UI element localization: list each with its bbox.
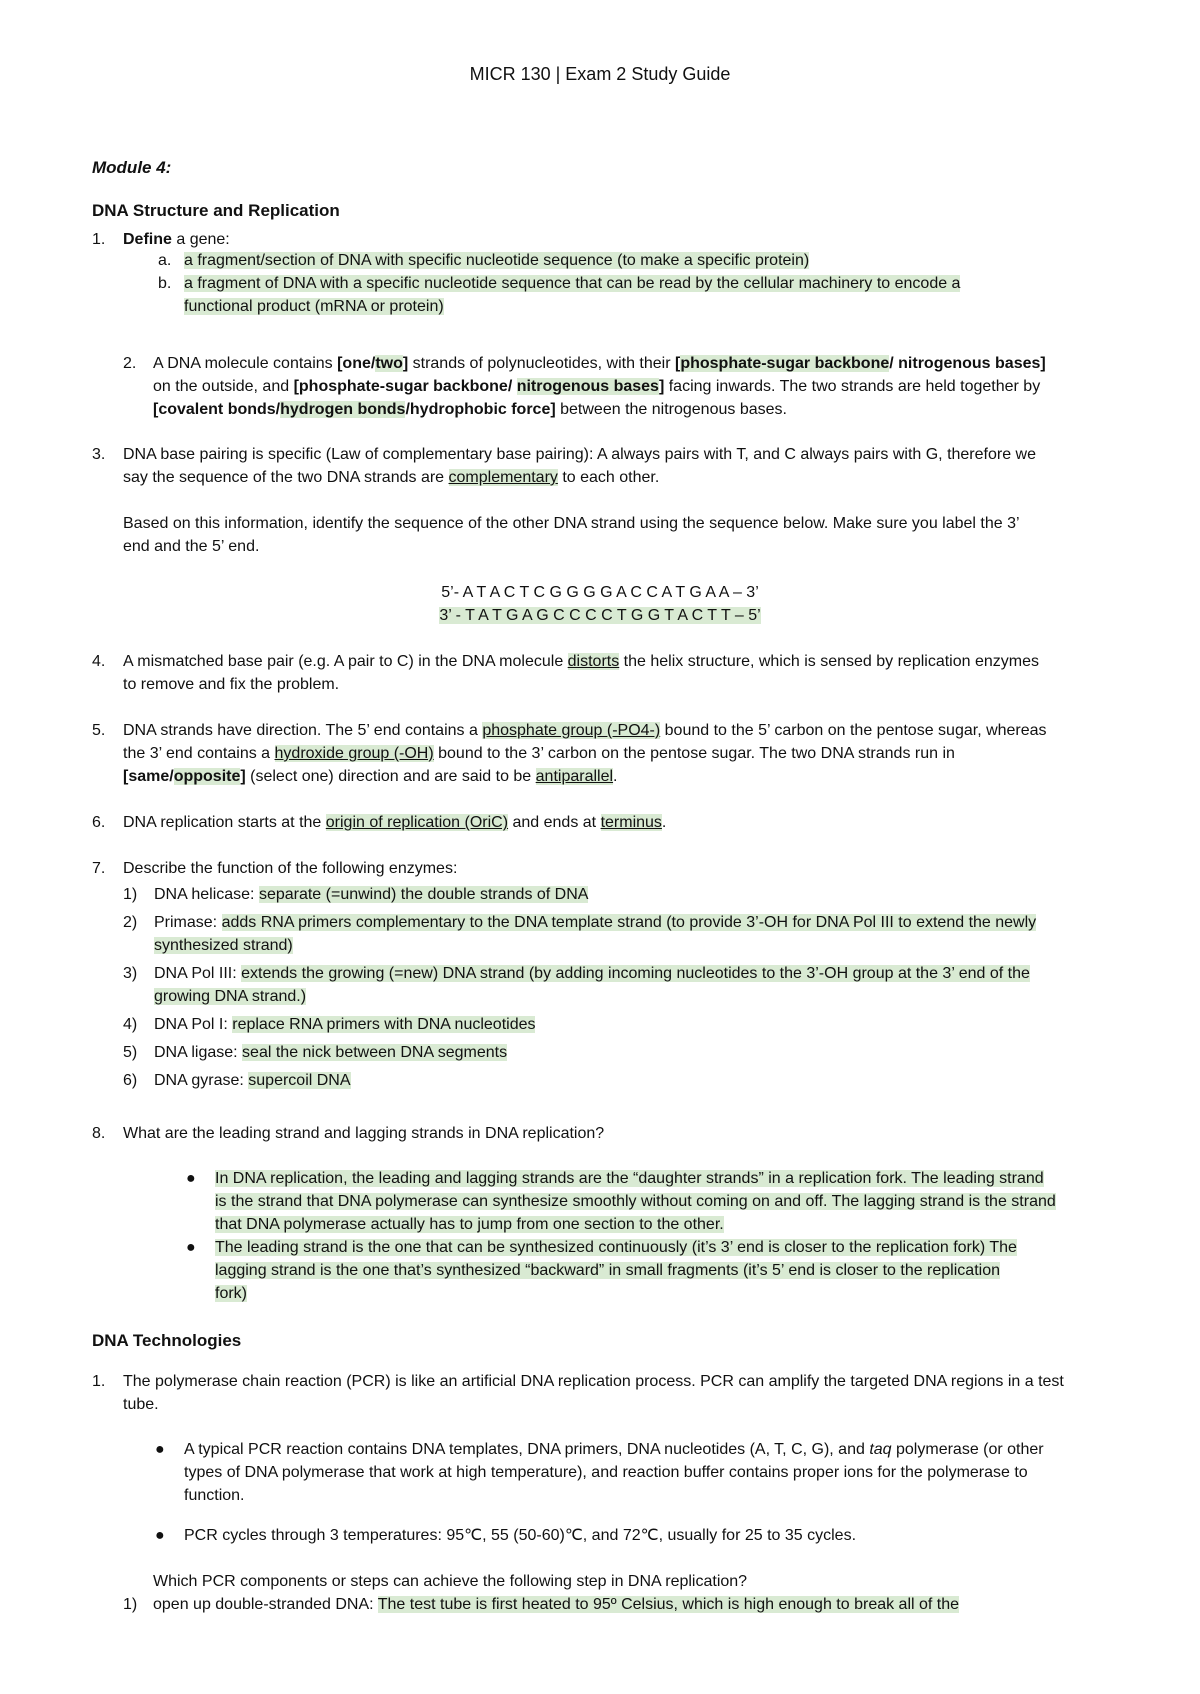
bullet-text: A typical PCR reaction contains DNA templates, DNA primers, DNA nucleotides (A, T, C, G), and taq polymerase (or other (184, 1441, 1044, 1458)
page-header: MICR 130 | Exam 2 Study Guide (469, 64, 731, 84)
bullet-icon: ● (155, 1527, 165, 1544)
question-number: 3. (92, 446, 106, 463)
question-number: 5. (92, 722, 106, 739)
question-text: on the outside, and [phosphate-sugar backbone/ nitrogenous bases] facing inwards. The two strands are held together by (153, 378, 1041, 395)
enzyme-item: Primase: adds RNA primers complementary to the DNA template strand (to provide 3’-OH for DNA Pol III to extend the newly (154, 914, 1037, 931)
question-text: tube. (123, 1396, 159, 1413)
bullet-icon: ● (186, 1170, 196, 1187)
enzyme-item: DNA gyrase: supercoil DNA (154, 1072, 351, 1089)
answer-text: In DNA replication, the leading and lagging strands are the “daughter strands” in a replication fork. The leading strand (215, 1170, 1044, 1187)
enzyme-number: 1) (123, 886, 138, 903)
step-number: 1) (123, 1596, 138, 1613)
bullet-icon: ● (155, 1441, 165, 1458)
enzyme-item-continued: growing DNA strand.) (154, 988, 307, 1005)
section-heading-dna-technologies: DNA Technologies (92, 1331, 242, 1350)
question-text: [covalent bonds/hydrogen bonds/hydrophobic force] between the nitrogenous bases. (153, 401, 787, 418)
question-text: A mismatched base pair (e.g. A pair to C) in the DNA molecule distorts the helix structure, which is sensed by replication enzymes (123, 653, 1039, 670)
question-number: 1. (92, 231, 106, 248)
question-text: Based on this information, identify the sequence of the other DNA strand using the sequence below. Make sure you label the 3’ (123, 515, 1020, 532)
enzyme-number: 2) (123, 914, 138, 931)
question-text: DNA base pairing is specific (Law of complementary base pairing): A always pairs with T, and C always pairs with G, therefore we (123, 446, 1036, 463)
enzyme-item-continued: synthesized strand) (154, 937, 293, 954)
bullet-text: types of DNA polymerase that work at high temperature), and reaction buffer contains proper ions for the polymerase to (184, 1464, 1028, 1481)
question-text: say the sequence of the two DNA strands are complementary to each other. (123, 469, 660, 486)
question-text: Which PCR components or steps can achieve the following step in DNA replication? (153, 1573, 748, 1590)
question-text: DNA replication starts at the origin of replication (OriC) and ends at terminus. (123, 814, 667, 831)
question-text: The polymerase chain reaction (PCR) is like an artificial DNA replication process. PCR can amplify the targeted DNA regions in a test (123, 1373, 1064, 1390)
question-text: the 3’ end contains a hydroxide group (-OH) bound to the 3’ carbon on the pentose sugar. The two DNA strands run in (123, 745, 955, 762)
answer-text: functional product (mRNA or protein) (184, 298, 444, 315)
answer-text: fork) (215, 1285, 247, 1302)
bullet-text: PCR cycles through 3 temperatures: 95℃, 55 (50-60)℃, and 72℃, usually for 25 to 35 cycles. (184, 1527, 857, 1544)
question-text: A DNA molecule contains [one/two] strands of polynucleotides, with their [phosphate-sugar backbone/ nitrogenous bases] (153, 355, 1046, 372)
enzyme-number: 6) (123, 1072, 138, 1089)
enzyme-item: DNA Pol I: replace RNA primers with DNA nucleotides (154, 1016, 536, 1033)
question-number: 6. (92, 814, 106, 831)
enzyme-number: 4) (123, 1016, 138, 1033)
section-heading-dna-structure: DNA Structure and Replication (92, 201, 340, 220)
question-text: Describe the function of the following enzymes: (123, 860, 458, 877)
module-heading: Module 4: (92, 158, 172, 177)
answer-text: that DNA polymerase actually has to jump from one section to the other. (215, 1216, 724, 1233)
sub-item-letter: b. (158, 275, 172, 292)
enzyme-item: DNA ligase: seal the nick between DNA segments (154, 1044, 508, 1061)
bullet-text: function. (184, 1487, 245, 1504)
question-text: end and the 5’ end. (123, 538, 260, 555)
question-text: What are the leading strand and lagging strands in DNA replication? (123, 1125, 605, 1142)
answer-text: a fragment of DNA with a specific nucleotide sequence that can be read by the cellular machinery to encode a (184, 275, 961, 292)
question-text: Define a gene: (123, 231, 230, 248)
bullet-icon: ● (186, 1239, 196, 1256)
enzyme-item: DNA Pol III: extends the growing (=new) DNA strand (by adding incoming nucleotides to the 3’-OH group at the 3’ end of the (154, 965, 1030, 982)
enzyme-item: DNA helicase: separate (=unwind) the double strands of DNA (154, 886, 589, 903)
question-text: to remove and fix the problem. (123, 676, 340, 693)
question-number: 2. (123, 355, 137, 372)
answer-text: a fragment/section of DNA with specific nucleotide sequence (to make a specific protein) (184, 252, 810, 269)
answer-text: is the strand that DNA polymerase can synthesize smoothly without coming on and off. The lagging strand is the strand (215, 1193, 1056, 1210)
answer-text: The leading strand is the one that can be synthesized continuously (it’s 3’ end is closer to the replication fork) The (215, 1239, 1017, 1256)
question-number: 1. (92, 1373, 106, 1390)
question-text: [same/opposite] (select one) direction and are said to be antiparallel. (123, 768, 618, 785)
enzyme-number: 3) (123, 965, 138, 982)
dna-sequence-given: 5’- A T A C T C G G G G A C C A T G A A – 3’ (441, 584, 759, 601)
question-number: 4. (92, 653, 106, 670)
enzyme-number: 5) (123, 1044, 138, 1061)
step-item: open up double-stranded DNA: The test tube is first heated to 95º Celsius, which is high enough to break all of the (153, 1596, 960, 1613)
question-number: 7. (92, 860, 106, 877)
answer-text: lagging strand is the one that’s synthesized “backward” in small fragments (it’s 5’ end is closer to the replication (215, 1262, 1000, 1279)
question-number: 8. (92, 1125, 106, 1142)
sub-item-letter: a. (158, 252, 172, 269)
question-text: DNA strands have direction. The 5’ end contains a phosphate group (-PO4-) bound to the 5’ carbon on the pentose sugar, whereas (123, 722, 1047, 739)
dna-sequence-answer: 3’ - T A T G A G C C C C T G G T A C T T – 5’ (439, 607, 761, 624)
